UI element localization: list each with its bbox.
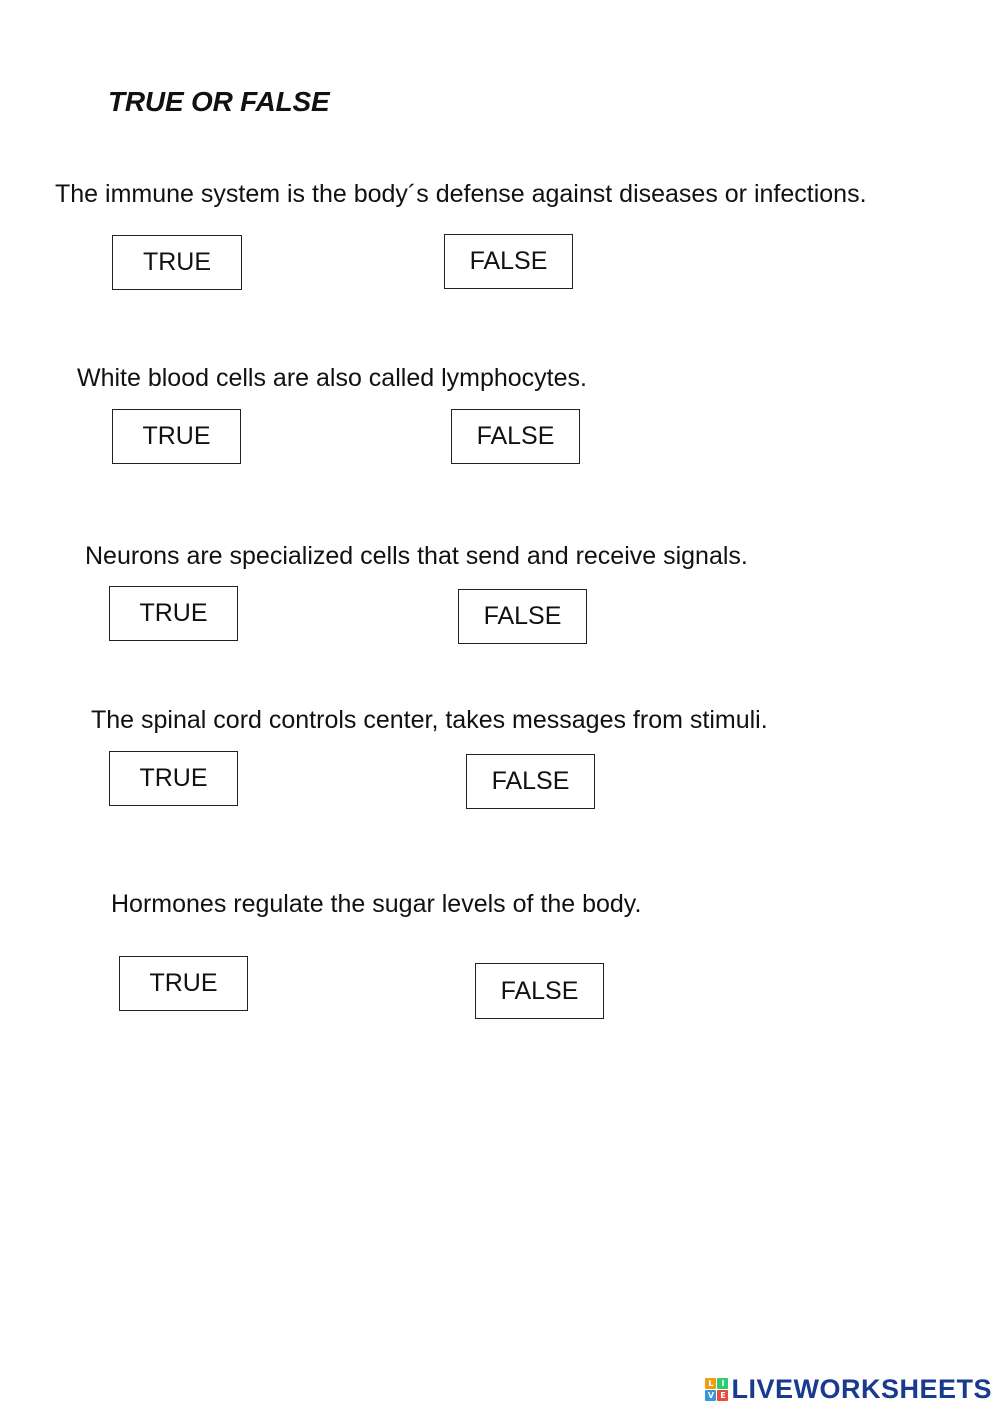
liveworksheets-logo	[705, 1374, 992, 1405]
logo-mark-cell: E	[717, 1390, 728, 1401]
question-5-statement: Hormones regulate the sugar levels of the body.	[111, 890, 642, 918]
liveworksheets-logo-mark-icon	[705, 1378, 728, 1401]
logo-mark-cell: V	[705, 1390, 716, 1401]
question-2-false-option[interactable]: FALSE	[451, 409, 580, 464]
question-5-false-option[interactable]: FALSE	[475, 963, 604, 1019]
question-1-statement: The immune system is the body´s defense against diseases or infections.	[55, 180, 867, 208]
question-3-statement: Neurons are specialized cells that send and receive signals.	[85, 542, 748, 570]
question-1-true-option[interactable]: TRUE	[112, 235, 242, 290]
question-2-true-option[interactable]: TRUE	[112, 409, 241, 464]
question-5-true-option[interactable]: TRUE	[119, 956, 248, 1011]
logo-mark-cell: I	[717, 1378, 728, 1389]
liveworksheets-logo-text: LIVEWORKSHEETS	[731, 1374, 992, 1404]
question-3-false-option[interactable]: FALSE	[458, 589, 587, 644]
question-4-true-option[interactable]: TRUE	[109, 751, 238, 806]
question-4-statement: The spinal cord controls center, takes messages from stimuli.	[91, 706, 768, 734]
question-4-false-option[interactable]: FALSE	[466, 754, 595, 809]
question-3-true-option[interactable]: TRUE	[109, 586, 238, 641]
logo-mark-cell: L	[705, 1378, 716, 1389]
question-2-statement: White blood cells are also called lymphocytes.	[77, 364, 587, 392]
question-1-false-option[interactable]: FALSE	[444, 234, 573, 289]
worksheet-title: TRUE OR FALSE	[108, 86, 330, 117]
